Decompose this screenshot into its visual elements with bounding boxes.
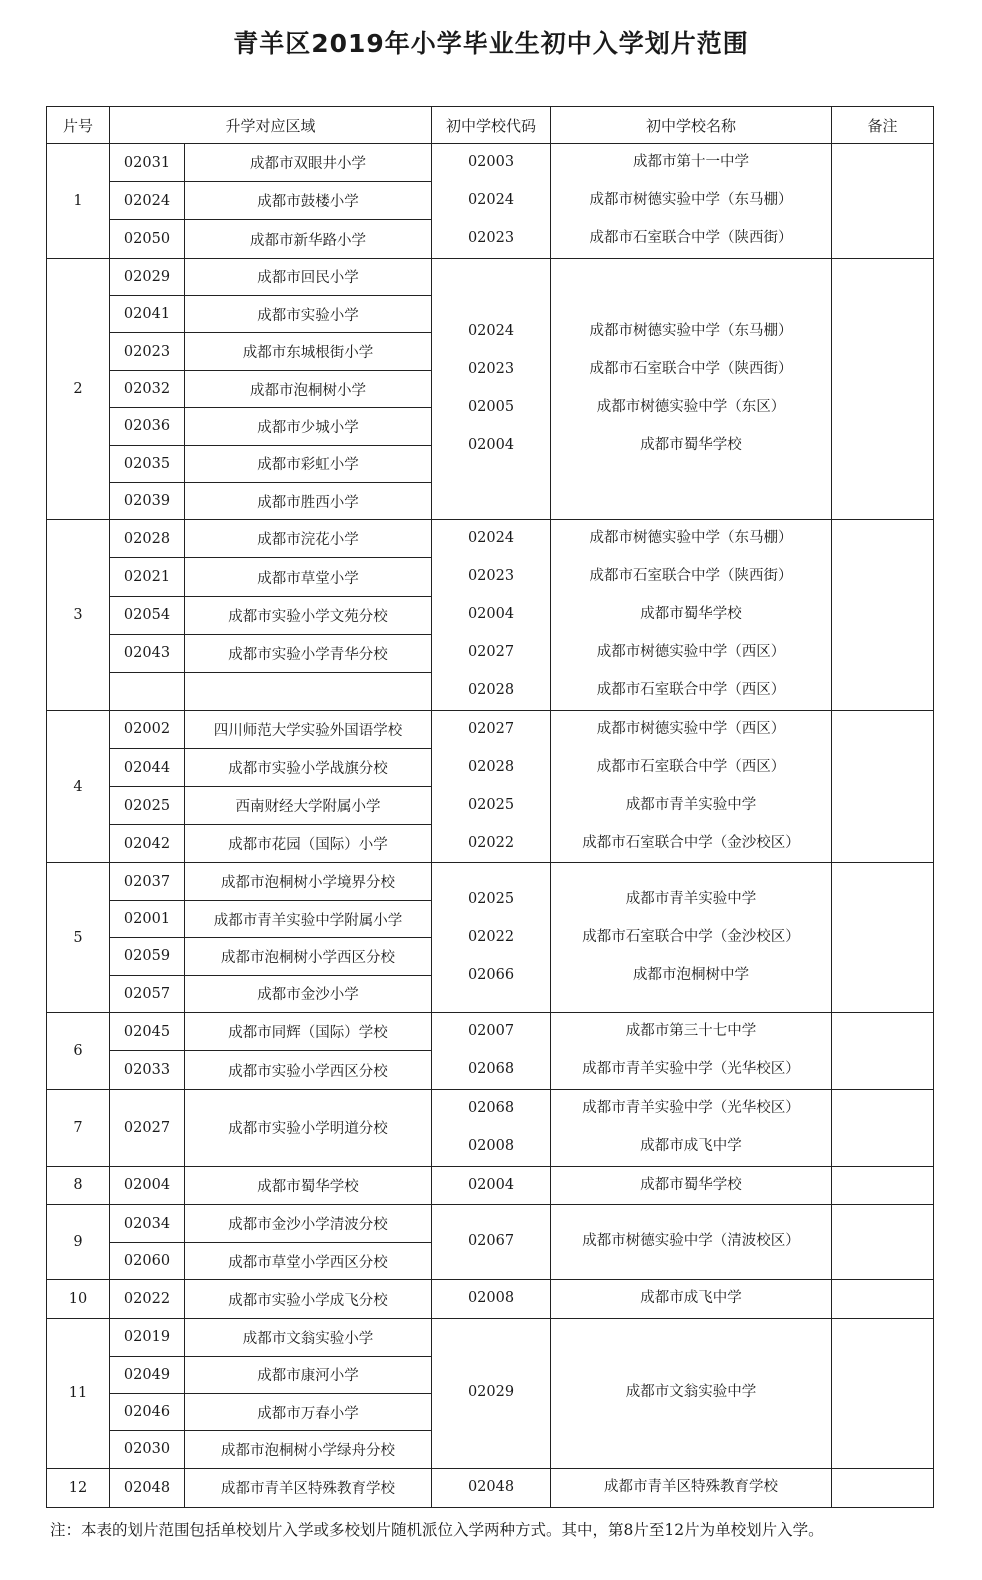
primary-name: 成都市胜西小学 — [185, 483, 432, 520]
primary-name: 成都市鼓楼小学 — [185, 182, 432, 220]
middle-name: 成都市泡桐树中学 — [633, 966, 750, 983]
middle-name: 成都市青羊实验中学（光华校区） — [582, 1060, 800, 1077]
primary-name: 成都市彩虹小学 — [185, 445, 432, 482]
table-row — [47, 1205, 934, 1242]
middle-name: 成都市蜀华学校 — [640, 606, 742, 623]
primary-name: 成都市实验小学文苑分校 — [185, 596, 432, 634]
remarks-cell — [832, 1319, 934, 1469]
primary-name: 成都市青羊区特殊教育学校 — [185, 1468, 432, 1507]
primary-name: 成都市实验小学成飞分校 — [185, 1280, 432, 1319]
primary-code: 02039 — [110, 483, 185, 520]
middle-name: 成都市树德实验中学（东马棚） — [589, 530, 793, 547]
middle-code: 02028 — [467, 758, 515, 775]
middle-name: 成都市石室联合中学（陕西街） — [589, 361, 793, 378]
primary-code: 02046 — [110, 1393, 185, 1430]
middle-code: 02025 — [467, 796, 515, 813]
remarks-cell — [832, 258, 934, 520]
middle-school-codes — [432, 1280, 551, 1319]
primary-code: 02004 — [110, 1166, 185, 1205]
primary-name: 西南财经大学附属小学 — [185, 787, 432, 825]
primary-name: 成都市泡桐树小学西区分校 — [185, 938, 432, 975]
middle-school-codes — [432, 1012, 551, 1089]
primary-code: 02048 — [110, 1468, 185, 1507]
middle-name: 成都市石室联合中学（金沙校区） — [582, 834, 800, 851]
middle-school-codes — [432, 144, 551, 259]
middle-name: 成都市石室联合中学（金沙校区） — [582, 928, 800, 945]
primary-code: 02032 — [110, 370, 185, 407]
middle-code: 02029 — [467, 1384, 515, 1401]
table-row — [47, 1012, 934, 1050]
primary-name — [185, 672, 432, 710]
header-school-code: 初中学校代码 — [432, 107, 551, 144]
table-row — [47, 520, 934, 558]
middle-code: 02024 — [467, 323, 515, 340]
middle-school-names — [551, 520, 832, 710]
primary-name: 成都市青羊实验中学附属小学 — [185, 900, 432, 937]
primary-code: 02043 — [110, 634, 185, 672]
middle-school-codes — [432, 1205, 551, 1280]
primary-name: 成都市花园（国际）小学 — [185, 825, 432, 863]
piece-number: 6 — [47, 1012, 110, 1089]
remarks-cell — [832, 520, 934, 710]
primary-code: 02024 — [110, 182, 185, 220]
primary-name: 成都市实验小学西区分校 — [185, 1051, 432, 1089]
middle-name: 成都市蜀华学校 — [640, 1176, 742, 1193]
primary-code: 02042 — [110, 825, 185, 863]
primary-name: 成都市金沙小学 — [185, 975, 432, 1012]
primary-code: 02044 — [110, 749, 185, 787]
header-school-name: 初中学校名称 — [551, 107, 832, 144]
middle-code: 02027 — [467, 644, 515, 661]
middle-school-codes — [432, 1319, 551, 1469]
primary-name: 成都市实验小学战旗分校 — [185, 749, 432, 787]
table-row — [47, 1089, 934, 1166]
middle-name: 成都市树德实验中学（西区） — [596, 720, 786, 737]
middle-code: 02024 — [467, 530, 515, 547]
primary-code: 02050 — [110, 220, 185, 258]
middle-code: 02008 — [467, 1290, 515, 1307]
remarks-cell — [832, 1280, 934, 1319]
middle-name: 成都市青羊区特殊教育学校 — [604, 1478, 779, 1495]
middle-name: 成都市第三十七中学 — [625, 1022, 757, 1039]
piece-number: 5 — [47, 863, 110, 1013]
piece-number: 10 — [47, 1280, 110, 1319]
middle-code: 02023 — [467, 229, 515, 246]
middle-name: 成都市树德实验中学（西区） — [596, 644, 786, 661]
primary-name: 成都市草堂小学西区分校 — [185, 1242, 432, 1279]
header-area: 升学对应区域 — [110, 107, 432, 144]
middle-school-names — [551, 1089, 832, 1166]
remarks-cell — [832, 710, 934, 863]
primary-code: 02019 — [110, 1319, 185, 1356]
middle-code: 02023 — [467, 568, 515, 585]
remarks-cell — [832, 1089, 934, 1166]
primary-code: 02025 — [110, 787, 185, 825]
middle-name: 成都市树德实验中学（东区） — [596, 399, 786, 416]
primary-code: 02022 — [110, 1280, 185, 1319]
primary-code — [110, 672, 185, 710]
primary-name: 成都市泡桐树小学 — [185, 370, 432, 407]
piece-number: 2 — [47, 258, 110, 520]
primary-name: 成都市万春小学 — [185, 1393, 432, 1430]
middle-code: 02004 — [467, 606, 515, 623]
middle-name: 成都市石室联合中学（西区） — [596, 681, 786, 698]
primary-name: 成都市双眼井小学 — [185, 144, 432, 182]
primary-name: 成都市实验小学明道分校 — [185, 1089, 432, 1166]
primary-name: 成都市同辉（国际）学校 — [185, 1012, 432, 1050]
table-header-row — [47, 107, 934, 144]
middle-name: 成都市石室联合中学（陕西街） — [589, 229, 793, 246]
remarks-cell — [832, 1166, 934, 1205]
middle-code: 02048 — [467, 1478, 515, 1495]
primary-code: 02002 — [110, 710, 185, 748]
primary-code: 02045 — [110, 1012, 185, 1050]
remarks-cell — [832, 863, 934, 1013]
page-title: 青羊区2019年小学毕业生初中入学划片范围 — [233, 29, 749, 58]
piece-number: 7 — [47, 1089, 110, 1166]
middle-code: 02022 — [467, 834, 515, 851]
middle-name: 成都市蜀华学校 — [640, 436, 742, 453]
primary-code: 02035 — [110, 445, 185, 482]
primary-code: 02001 — [110, 900, 185, 937]
table-row — [47, 1280, 934, 1319]
middle-code: 02068 — [467, 1060, 515, 1077]
primary-name: 成都市康河小学 — [185, 1356, 432, 1393]
middle-code: 02027 — [467, 720, 515, 737]
primary-code: 02059 — [110, 938, 185, 975]
table-row — [47, 1319, 934, 1356]
primary-name: 成都市新华路小学 — [185, 220, 432, 258]
primary-code: 02060 — [110, 1242, 185, 1279]
middle-school-names — [551, 1012, 832, 1089]
middle-school-names — [551, 1319, 832, 1469]
middle-name: 成都市树德实验中学（清波校区） — [582, 1233, 800, 1250]
piece-number: 9 — [47, 1205, 110, 1280]
primary-code: 02033 — [110, 1051, 185, 1089]
primary-code: 02027 — [110, 1089, 185, 1166]
middle-school-codes — [432, 1089, 551, 1166]
primary-name: 成都市实验小学 — [185, 296, 432, 333]
primary-name: 成都市少城小学 — [185, 408, 432, 445]
primary-name: 成都市泡桐树小学境界分校 — [185, 863, 432, 900]
middle-school-names — [551, 258, 832, 520]
middle-name: 成都市成飞中学 — [640, 1137, 742, 1154]
middle-code: 02028 — [467, 681, 515, 698]
primary-code: 02041 — [110, 296, 185, 333]
middle-name: 成都市石室联合中学（陕西街） — [589, 568, 793, 585]
primary-code: 02054 — [110, 596, 185, 634]
primary-name: 四川师范大学实验外国语学校 — [185, 710, 432, 748]
enrollment-table — [46, 106, 934, 1508]
primary-code: 02028 — [110, 520, 185, 558]
middle-school-codes — [432, 1166, 551, 1205]
table-row — [47, 258, 934, 295]
primary-name: 成都市文翁实验小学 — [185, 1319, 432, 1356]
primary-code: 02021 — [110, 558, 185, 596]
table-row — [47, 710, 934, 748]
middle-code: 02004 — [467, 436, 515, 453]
middle-school-codes — [432, 258, 551, 520]
middle-code: 02022 — [467, 928, 515, 945]
middle-school-codes — [432, 1468, 551, 1507]
middle-code: 02068 — [467, 1099, 515, 1116]
remarks-cell — [832, 1468, 934, 1507]
primary-name: 成都市蜀华学校 — [185, 1166, 432, 1205]
piece-number: 1 — [47, 144, 110, 259]
primary-code: 02037 — [110, 863, 185, 900]
middle-name: 成都市青羊实验中学 — [625, 890, 757, 907]
header-remarks: 备注 — [832, 107, 934, 144]
middle-name: 成都市第十一中学 — [633, 154, 750, 170]
primary-name: 成都市东城根街小学 — [185, 333, 432, 370]
remarks-cell — [832, 144, 934, 259]
primary-name: 成都市草堂小学 — [185, 558, 432, 596]
middle-code: 02004 — [467, 1176, 515, 1193]
middle-code: 02007 — [467, 1022, 515, 1039]
primary-name: 成都市泡桐树小学绿舟分校 — [185, 1431, 432, 1468]
middle-name: 成都市树德实验中学（东马棚） — [589, 191, 793, 208]
header-piece-no: 片号 — [47, 107, 110, 144]
middle-name: 成都市青羊实验中学（光华校区） — [582, 1099, 800, 1116]
middle-school-codes — [432, 520, 551, 710]
middle-code: 02023 — [467, 361, 515, 378]
middle-school-codes — [432, 863, 551, 1013]
middle-school-names — [551, 1205, 832, 1280]
middle-code: 02025 — [467, 890, 515, 907]
remarks-cell — [832, 1205, 934, 1280]
primary-name: 成都市浣花小学 — [185, 520, 432, 558]
primary-code: 02031 — [110, 144, 185, 182]
primary-code: 02036 — [110, 408, 185, 445]
primary-code: 02029 — [110, 258, 185, 295]
middle-name: 成都市成飞中学 — [640, 1290, 742, 1307]
primary-code: 02023 — [110, 333, 185, 370]
middle-school-names — [551, 710, 832, 863]
middle-school-names — [551, 1468, 832, 1507]
middle-school-names — [551, 144, 832, 259]
piece-number: 12 — [47, 1468, 110, 1507]
primary-code: 02030 — [110, 1431, 185, 1468]
table-row — [47, 863, 934, 900]
primary-code: 02057 — [110, 975, 185, 1012]
primary-name: 成都市回民小学 — [185, 258, 432, 295]
middle-code: 02067 — [467, 1233, 515, 1250]
piece-number: 8 — [47, 1166, 110, 1205]
footnote: 注：本表的划片范围包括单校划片入学或多校划片随机派位入学两种方式。其中，第8片至12片为单校划片入学。 — [50, 1521, 824, 1539]
primary-code: 02034 — [110, 1205, 185, 1242]
table-row — [47, 144, 934, 182]
remarks-cell — [832, 1012, 934, 1089]
middle-school-codes — [432, 710, 551, 863]
piece-number: 4 — [47, 710, 110, 863]
piece-number: 3 — [47, 520, 110, 710]
middle-name: 成都市石室联合中学（西区） — [596, 758, 786, 775]
middle-code: 02024 — [467, 191, 515, 208]
primary-code: 02049 — [110, 1356, 185, 1393]
table-row — [47, 1166, 934, 1205]
middle-name: 成都市青羊实验中学 — [625, 796, 757, 813]
middle-name: 成都市文翁实验中学 — [625, 1384, 757, 1401]
middle-code: 02005 — [467, 399, 515, 416]
middle-school-names — [551, 1280, 832, 1319]
piece-number: 11 — [47, 1319, 110, 1469]
table-row — [47, 1468, 934, 1507]
middle-school-names — [551, 863, 832, 1013]
middle-school-names — [551, 1166, 832, 1205]
primary-name: 成都市金沙小学清波分校 — [185, 1205, 432, 1242]
middle-code: 02008 — [467, 1137, 515, 1154]
primary-name: 成都市实验小学青华分校 — [185, 634, 432, 672]
middle-name: 成都市树德实验中学（东马棚） — [589, 323, 793, 340]
middle-code: 02066 — [467, 966, 515, 983]
middle-code: 02003 — [467, 154, 515, 170]
